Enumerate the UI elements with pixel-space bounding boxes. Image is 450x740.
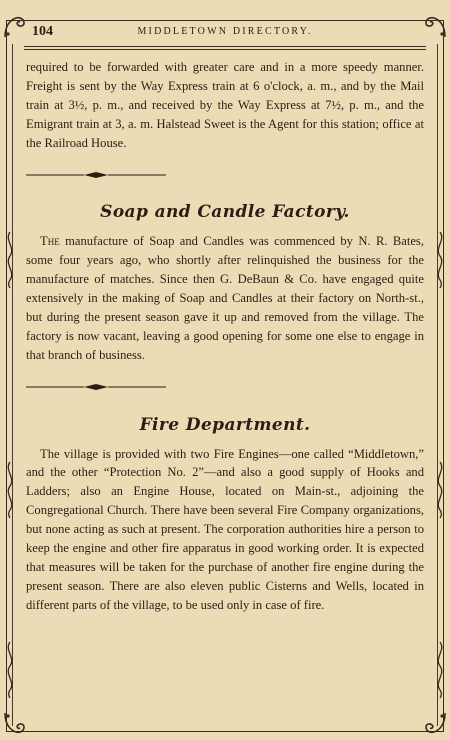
side-scroll-ornament-icon [433,460,447,520]
corner-ornament-icon [2,14,28,40]
corner-ornament-icon [422,710,448,736]
section-divider-icon [26,376,166,398]
section-body-soap-candle [26,232,424,364]
side-scroll-ornament-icon [3,460,17,520]
side-scroll-ornament-icon [433,640,447,700]
section-text: The village is provided with two Fire Engines—one called “Middletown,” and the other “Protection No. 2”—and also a good supply of Hooks and Ladders; also an Engine House, located on Main-st., adjoining the Congregational Church. There have been several Fire Company organizations, but none acting as such at present. The corporation authorities hire a person to keep the engine and other fire apparatus in good working order. It is expected that measures will be taken for the purchase of another fire engine during the present season. There are also eleven public Cisterns and Wells, located in different parts of the village, to be used only in case of fire. [26,446,424,612]
lead-word: The [40,234,60,249]
page-number: 104 [32,24,53,39]
header-rule-thin [24,49,426,50]
section-body-fire-department [26,445,424,615]
corner-ornament-icon [2,710,28,736]
intro-paragraph: required to be forwarded with greater care and in a more speedy manner. Freight is sent by the Way Express train at 6 o'clock, a. m., and by the Mail train at 3½, p. m., and received by the Way Express at 7½, p. m., and the Emigrant train at 3, a. m. Halstead Sweet is the Agent for this station; office at the Railroad House. [26,60,424,150]
side-scroll-ornament-icon [3,640,17,700]
corner-ornament-icon [422,14,448,40]
running-title: MIDDLETOWN DIRECTORY. [137,26,313,37]
page-content [26,58,424,615]
side-scroll-ornament-icon [433,230,447,290]
side-scroll-ornament-icon [3,230,17,290]
section-divider-icon [26,164,166,186]
section-heading-fire-department: Fire Department. [139,414,311,435]
section-text: manufacture of Soap and Candles was commenced by N. R. Bates, some four years ago, who shortly after relinquished the business for the manufacture of matches. Since then G. DeBaun & Co. have engaged quite extensively in the making of Soap and Candles at their factory on North-st., but during the present season gave it up and removed from the village. The factory is now vacant, leaving a good opening for some one else to engage in that branch of business. [26,234,424,362]
header-rule [24,46,426,47]
section-heading-soap-candle: Soap and Candle Factory. [100,202,350,223]
running-head [32,24,418,42]
